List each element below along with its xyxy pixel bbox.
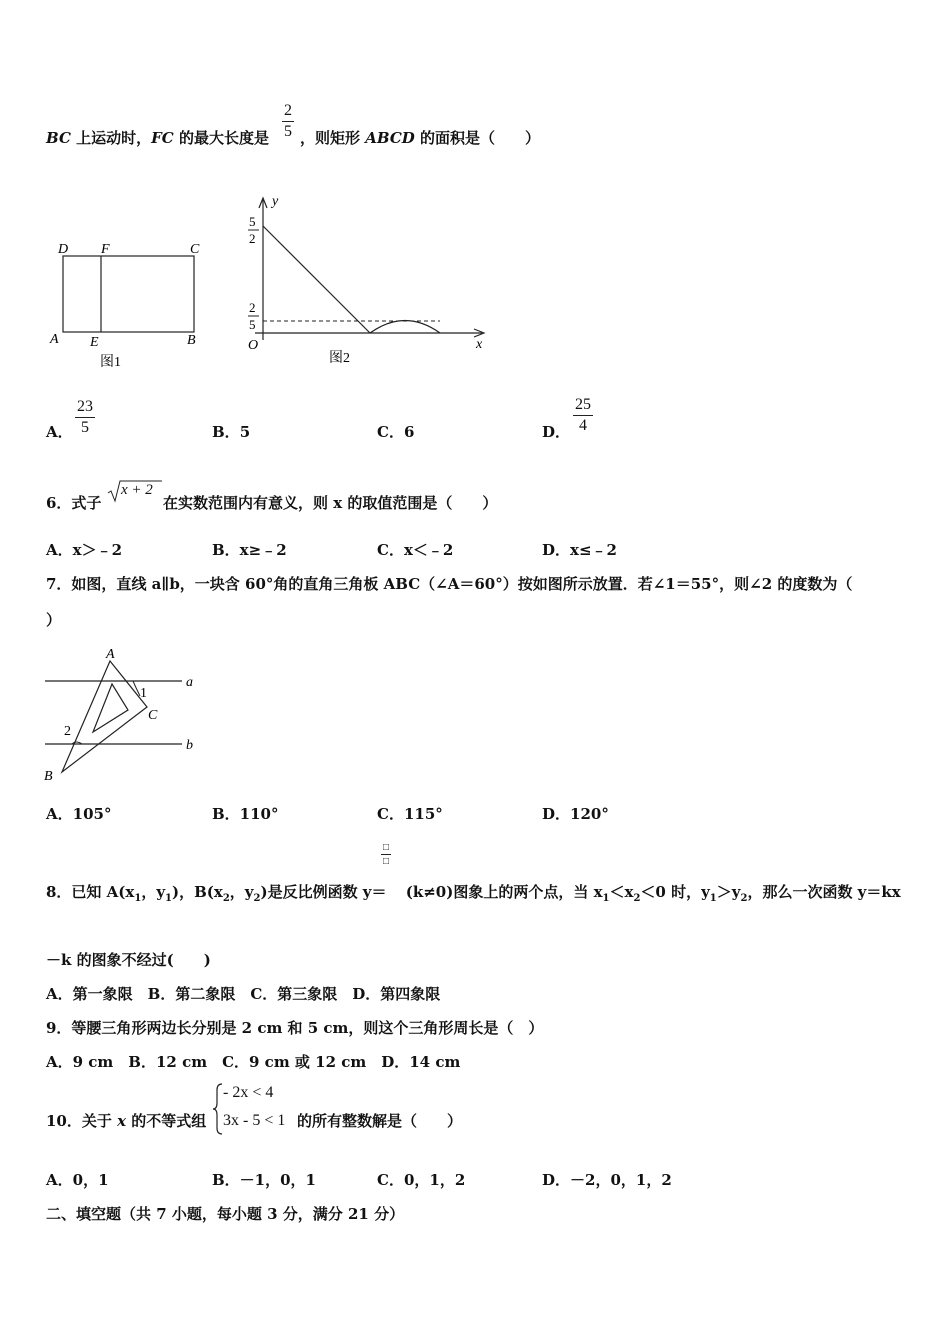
point-a: A	[106, 647, 115, 662]
q6-radicand: x + 2	[121, 482, 153, 498]
label-a: A	[50, 332, 59, 347]
q7-option-a[interactable]: A．105°	[46, 805, 112, 823]
q7-stem-line1: 7．如图，直线 a∥b，一块含 60°角的直角三角板 ABC（∠A＝60°）按如图所示放置．若∠1＝55°，则∠2 的度数为（	[46, 575, 853, 593]
tick-top-num: 5	[249, 214, 256, 229]
descending-segment	[263, 226, 370, 333]
axis-y-label: y	[272, 194, 279, 209]
q9-stem: 9．等腰三角形两边长分别是 2 cm 和 5 cm，则这个三角形周长是（ ）	[46, 1019, 544, 1037]
q5-option-a-fraction: $\frac{23}{5}$	[77, 398, 93, 436]
q7-figure	[40, 640, 210, 790]
line-a-label: a	[186, 675, 193, 690]
rectangle-abcd	[63, 256, 194, 332]
point-c: C	[148, 708, 158, 723]
point-b: B	[44, 769, 53, 784]
q10-option-b[interactable]: B．－1，0，1	[212, 1171, 316, 1189]
label-c: C	[190, 242, 200, 257]
q5-max-fc-fraction: $\frac{2}{5}$	[284, 102, 292, 140]
q10-option-a[interactable]: A．0，1	[46, 1171, 109, 1189]
q6-prefix: 6．式子	[46, 494, 102, 512]
q9-options[interactable]: A．9 cm B．12 cm C．9 cm 或 12 cm D．14 cm	[46, 1053, 461, 1071]
q5-figure-2	[240, 190, 495, 370]
section-2-title: 二、填空题（共 7 小题，每小题 3 分，满分 21 分）	[46, 1205, 405, 1223]
q5-option-d[interactable]: D．	[542, 423, 571, 441]
tick-top-den: 2	[249, 231, 256, 246]
q5-option-a[interactable]: A．	[46, 423, 73, 441]
q5-option-d-fraction: $\frac{25}{4}$	[575, 396, 591, 434]
q8-stem-line1: 8．已知 $A(x_1$，$y_1$)，$B(x_2$，$y_2$)是反比例函数 y＝ (k≠0)图象上的两个点，当 $x_1<x_2<0$ 时，$y_1>y_2$，那么一次函数 y＝kx	[46, 883, 901, 904]
q10-suffix: 的所有整数解是（ ）	[297, 1112, 463, 1130]
angle-1-label: 1	[140, 686, 147, 701]
q6-option-a[interactable]: A．x＞﹣2	[46, 541, 123, 559]
q10-inequality-2: 3x - 5 < 1	[223, 1112, 286, 1129]
q6-suffix: 在实数范围内有意义，则 x 的取值范围是（ ）	[163, 494, 498, 512]
q5-figure-1	[44, 235, 214, 375]
q8-stem-line2: －k 的图象不经过( )	[46, 951, 211, 969]
label-f: F	[101, 242, 110, 257]
label-e: E	[90, 335, 99, 350]
q5-bc: BC	[46, 129, 71, 147]
q7-option-c[interactable]: C．115°	[377, 805, 443, 823]
axis-x-label: x	[476, 337, 483, 352]
q5-option-b[interactable]: B．5	[212, 423, 251, 441]
q6-option-b[interactable]: B．x≥﹣2	[212, 541, 287, 559]
q5-stem: BC 上运动时，FC 的最大长度是	[46, 129, 269, 147]
q7-option-d[interactable]: D．120°	[542, 805, 609, 823]
q10-inequality-1: - 2x < 4	[223, 1084, 274, 1101]
label-b: B	[187, 333, 196, 348]
q10-option-c[interactable]: C．0，1，2	[377, 1171, 466, 1189]
triangle-outer	[62, 661, 147, 772]
q7-stem-line2: ）	[46, 611, 62, 629]
q8-options[interactable]: A．第一象限 B．第二象限 C．第三象限 D．第四象限	[46, 985, 441, 1003]
q7-option-b[interactable]: B．110°	[212, 805, 279, 823]
line-b-label: b	[186, 738, 193, 753]
origin-label: O	[248, 338, 259, 353]
q10-prefix: 10．关于 x 的不等式组	[46, 1112, 207, 1130]
caption-fig1: 图1	[100, 355, 121, 370]
q6-option-c[interactable]: C．x＜﹣2	[377, 541, 454, 559]
q5-fc: FC	[151, 129, 174, 147]
angle-2-label: 2	[64, 724, 71, 739]
arc-segment	[370, 321, 440, 334]
q6-option-d[interactable]: D．x≤﹣2	[542, 541, 617, 559]
tick-low-den: 5	[249, 317, 256, 332]
q5-option-c[interactable]: C．6	[377, 423, 415, 441]
tick-low-num: 2	[249, 300, 256, 315]
q8-fraction: □ □	[383, 842, 390, 867]
caption-fig2: 图2	[329, 351, 350, 366]
label-d: D	[58, 242, 69, 257]
q5-stem-tail: ，则矩形 ABCD 的面积是（ ）	[300, 129, 541, 147]
q10-option-d[interactable]: D．－2，0，1，2	[542, 1171, 672, 1189]
